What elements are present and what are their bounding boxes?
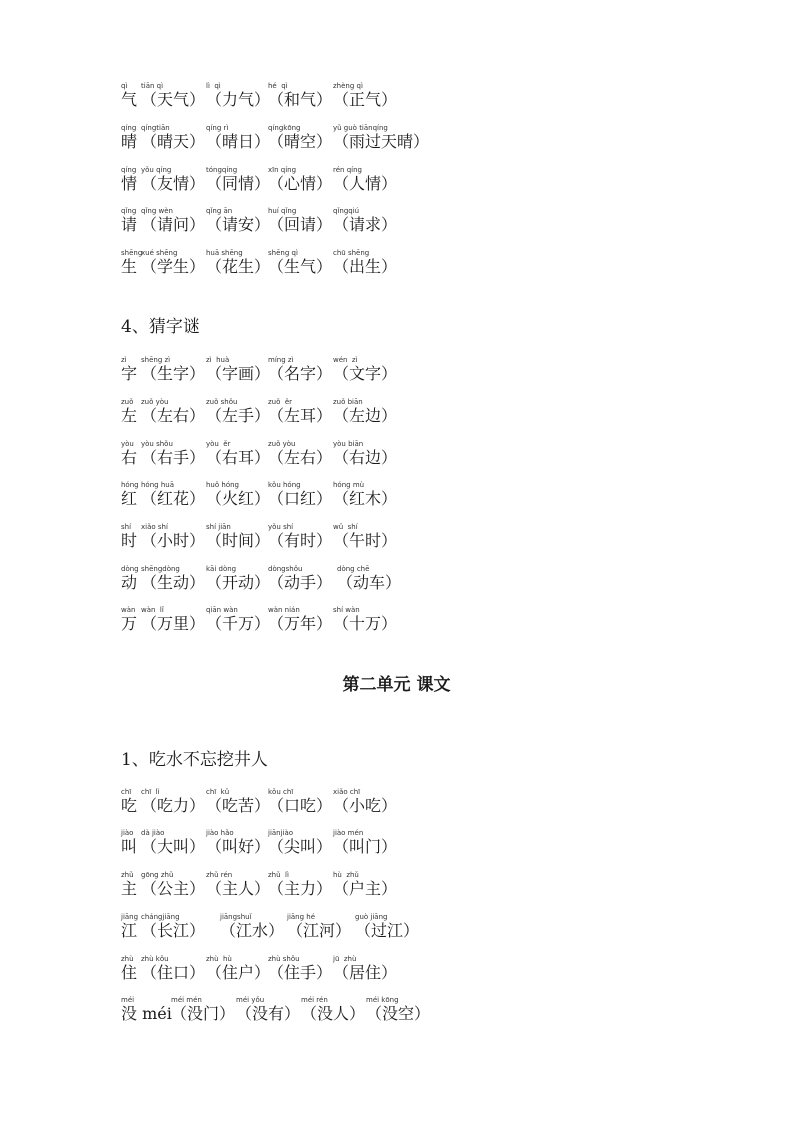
pinyin-label: jū zhù — [333, 955, 357, 963]
hanzi-text: （文字） — [333, 364, 398, 383]
hanzi-text: （口吃） — [268, 796, 333, 815]
pinyin-label: zhǔ — [121, 871, 134, 879]
pinyin-label: zì huà — [206, 356, 230, 364]
hanzi-text: （右耳） — [206, 448, 271, 467]
hanzi-text: （没人） — [301, 1004, 366, 1023]
pinyin-label: qǐngqiú — [333, 207, 360, 215]
pinyin-label: hé qì — [268, 82, 288, 90]
hanzi-text: （友情） — [141, 174, 206, 193]
hanzi-text: （请求） — [333, 215, 398, 234]
pinyin-label: tiān qì — [141, 82, 164, 90]
pinyin-label: zhù hù — [206, 955, 232, 963]
pinyin-label: qíng — [121, 166, 137, 174]
hanzi-text: （晴空） — [268, 132, 333, 151]
pinyin-label: wàn lǐ — [141, 606, 164, 614]
pinyin-label: huí qǐng — [268, 207, 297, 215]
pinyin-label: dòng chē — [337, 565, 370, 573]
pinyin-label: jiāng hé — [287, 913, 316, 921]
section-heading-lesson: 1、吃水不忘挖井人 — [121, 750, 268, 770]
hanzi-text: （花生） — [206, 257, 271, 276]
hanzi-text: （叫门） — [333, 837, 398, 856]
hanzi-text: （红木） — [333, 489, 398, 508]
hanzi-text: （小吃） — [333, 796, 398, 815]
pinyin-label: chū shēng — [333, 249, 370, 257]
hanzi-text: （字画） — [206, 364, 271, 383]
hanzi-text: （住口） — [141, 963, 206, 982]
pinyin-label: yǔ guò tiānqíng — [333, 124, 388, 132]
pinyin-label: méi kōng — [366, 996, 399, 1004]
hanzi-text: 江 — [121, 921, 138, 940]
pinyin-label: shí jiān — [206, 523, 231, 531]
pinyin-label: jiāngshuǐ — [220, 913, 252, 921]
hanzi-text: （生气） — [268, 257, 333, 276]
hanzi-text: （晴天） — [141, 132, 206, 151]
pinyin-label: jiào mén — [333, 829, 364, 837]
pinyin-label: xué shēng — [141, 249, 178, 257]
pinyin-label: qíng rì — [206, 124, 229, 132]
hanzi-text: （江河） — [287, 921, 352, 940]
pinyin-label: zhèng qì — [333, 82, 363, 90]
hanzi-text: （时间） — [206, 531, 271, 550]
hanzi-text: 没 méi — [121, 1004, 172, 1023]
hanzi-text: （开动） — [206, 573, 271, 592]
hanzi-text: 吃 — [121, 796, 138, 815]
hanzi-text: （左右） — [141, 406, 206, 425]
pinyin-label: kāi dòng — [206, 565, 237, 573]
pinyin-label: yòu biān — [333, 440, 364, 448]
hanzi-text: （人情） — [333, 174, 398, 193]
pinyin-label: dòng — [121, 565, 139, 573]
pinyin-label: hóng mù — [333, 481, 365, 489]
pinyin-label: míng zì — [268, 356, 294, 364]
pinyin-label: zhǔ rén — [206, 871, 233, 879]
pinyin-label: chángjiāng — [141, 913, 180, 921]
pinyin-label: qíng — [121, 124, 137, 132]
pinyin-label: shēng zì — [141, 356, 171, 364]
pinyin-label: shēng — [121, 249, 143, 257]
pinyin-label: shí wàn — [333, 606, 360, 614]
pinyin-label: méi rén — [301, 996, 328, 1004]
hanzi-text: （有时） — [268, 531, 333, 550]
pinyin-label: chī kǔ — [206, 788, 230, 796]
pinyin-label: qǐng wèn — [141, 207, 173, 215]
pinyin-label: yǒu qíng — [141, 166, 172, 174]
pinyin-label: huǒ hóng — [206, 481, 239, 489]
hanzi-text: （正气） — [333, 90, 398, 109]
hanzi-text: （万里） — [141, 614, 206, 633]
hanzi-text: 右 — [121, 448, 138, 467]
hanzi-text: （右边） — [333, 448, 398, 467]
pinyin-label: kǒu chī — [268, 788, 294, 796]
hanzi-text: （户主） — [333, 879, 398, 898]
hanzi-text: （请问） — [141, 215, 206, 234]
hanzi-text: 主 — [121, 879, 138, 898]
hanzi-text: （过江） — [355, 921, 420, 940]
hanzi-text: （左右） — [268, 448, 333, 467]
hanzi-text: （住户） — [206, 963, 271, 982]
pinyin-label: zuǒ — [121, 398, 134, 406]
hanzi-text: （动手） — [268, 573, 333, 592]
pinyin-label: jiào hǎo — [206, 829, 234, 837]
hanzi-text: （口红） — [268, 489, 333, 508]
pinyin-label: guò jiāng — [355, 913, 388, 921]
pinyin-label: hóng huā — [141, 481, 174, 489]
hanzi-text: （请安） — [206, 215, 271, 234]
hanzi-text: （回请） — [268, 215, 333, 234]
hanzi-text: （尖叫） — [268, 837, 333, 856]
pinyin-label: qíngkōng — [268, 124, 301, 132]
hanzi-text: （千万） — [206, 614, 271, 633]
pinyin-label: zhù — [121, 955, 134, 963]
hanzi-text: （生字） — [141, 364, 206, 383]
hanzi-text: 住 — [121, 963, 138, 982]
hanzi-text: 晴 — [121, 132, 138, 151]
hanzi-text: （左边） — [333, 406, 398, 425]
pinyin-label: xiǎo chī — [333, 788, 361, 796]
hanzi-text: （没门） — [171, 1004, 236, 1023]
hanzi-text: （长江） — [141, 921, 206, 940]
hanzi-text: （吃力） — [141, 796, 206, 815]
hanzi-text: （主力） — [268, 879, 333, 898]
pinyin-label: qǐng — [121, 207, 137, 215]
hanzi-text: （万年） — [268, 614, 333, 633]
pinyin-label: jiānjiào — [268, 829, 294, 837]
hanzi-text: （和气） — [268, 90, 333, 109]
hanzi-text: （主人） — [206, 879, 271, 898]
hanzi-text: 情 — [121, 174, 138, 193]
hanzi-text: （江水） — [220, 921, 285, 940]
hanzi-text: （名字） — [268, 364, 333, 383]
hanzi-text: 万 — [121, 614, 138, 633]
hanzi-text: 生 — [121, 257, 138, 276]
hanzi-text: （公主） — [141, 879, 206, 898]
unit-title: 第二单元 课文 — [342, 675, 451, 695]
pinyin-label: yòu shǒu — [141, 440, 173, 448]
hanzi-text: （同情） — [206, 174, 271, 193]
hanzi-text: 红 — [121, 489, 138, 508]
pinyin-label: méi yǒu — [236, 996, 265, 1004]
hanzi-text: （叫好） — [206, 837, 271, 856]
pinyin-label: qíngtiān — [141, 124, 170, 132]
pinyin-label: jiào — [121, 829, 134, 837]
hanzi-text: （雨过天晴） — [333, 132, 430, 151]
pinyin-label: zhǔ lì — [268, 871, 289, 879]
hanzi-text: （学生） — [141, 257, 206, 276]
pinyin-label: hóng — [121, 481, 139, 489]
hanzi-text: （心情） — [268, 174, 333, 193]
hanzi-text: （没空） — [366, 1004, 431, 1023]
pinyin-label: tóngqíng — [206, 166, 238, 174]
hanzi-text: 叫 — [121, 837, 138, 856]
pinyin-label: xīn qíng — [268, 166, 297, 174]
pinyin-label: zì — [121, 356, 127, 364]
pinyin-label: shēng qì — [268, 249, 298, 257]
pinyin-label: yòu ěr — [206, 440, 231, 448]
pinyin-label: zhù kǒu — [141, 955, 169, 963]
hanzi-text: 时 — [121, 531, 138, 550]
hanzi-text: （左手） — [206, 406, 271, 425]
pinyin-label: zuǒ ěr — [268, 398, 293, 406]
pinyin-label: kǒu hóng — [268, 481, 301, 489]
pinyin-label: qiān wàn — [206, 606, 238, 614]
pinyin-label: zuǒ yòu — [268, 440, 296, 448]
hanzi-text: （力气） — [206, 90, 271, 109]
hanzi-text: 气 — [121, 90, 138, 109]
pinyin-label: shí — [121, 523, 132, 531]
pinyin-label: méi mén — [171, 996, 202, 1004]
pinyin-label: shēngdòng — [141, 565, 180, 573]
hanzi-text: （生动） — [141, 573, 206, 592]
pinyin-label: zuǒ biān — [333, 398, 363, 406]
pinyin-label: yòu — [121, 440, 134, 448]
pinyin-label: chī lì — [141, 788, 160, 796]
hanzi-text: （住手） — [268, 963, 333, 982]
pinyin-label: zuǒ yòu — [141, 398, 169, 406]
pinyin-label: jiāng — [121, 913, 139, 921]
hanzi-text: （出生） — [333, 257, 398, 276]
hanzi-text: （左耳） — [268, 406, 333, 425]
hanzi-text: 左 — [121, 406, 138, 425]
pinyin-label: zuǒ shǒu — [206, 398, 238, 406]
hanzi-text: （小时） — [141, 531, 206, 550]
pinyin-label: zhù shǒu — [268, 955, 300, 963]
hanzi-text: 请 — [121, 215, 138, 234]
hanzi-text: （十万） — [333, 614, 398, 633]
pinyin-label: wǔ shí — [333, 523, 358, 531]
pinyin-label: wàn nián — [268, 606, 300, 614]
section-heading-riddle: 4、猜字谜 — [121, 317, 200, 337]
hanzi-text: （吃苦） — [206, 796, 271, 815]
hanzi-text: （午时） — [333, 531, 398, 550]
pinyin-label: dà jiào — [141, 829, 165, 837]
pinyin-label: hù zhǔ — [333, 871, 359, 879]
pinyin-label: rén qíng — [333, 166, 362, 174]
hanzi-text: （火红） — [206, 489, 271, 508]
hanzi-text: （居住） — [333, 963, 398, 982]
pinyin-label: qì — [121, 82, 128, 90]
pinyin-label: dòngshǒu — [268, 565, 303, 573]
hanzi-text: （红花） — [141, 489, 206, 508]
hanzi-text: （动车） — [337, 573, 402, 592]
pinyin-label: yǒu shí — [268, 523, 294, 531]
pinyin-label: lì qì — [206, 82, 221, 90]
hanzi-text: （晴日） — [206, 132, 271, 151]
pinyin-label: méi — [121, 996, 135, 1004]
pinyin-label: qǐng ān — [206, 207, 233, 215]
pinyin-label: huā shēng — [206, 249, 243, 257]
hanzi-text: 字 — [121, 364, 138, 383]
hanzi-text: （大叫） — [141, 837, 206, 856]
pinyin-label: gōng zhǔ — [141, 871, 174, 879]
hanzi-text: （右手） — [141, 448, 206, 467]
pinyin-label: wàn — [121, 606, 136, 614]
hanzi-text: 动 — [121, 573, 138, 592]
hanzi-text: （没有） — [236, 1004, 301, 1023]
hanzi-text: （天气） — [141, 90, 206, 109]
pinyin-label: chī — [121, 788, 132, 796]
pinyin-label: wén zì — [333, 356, 358, 364]
pinyin-label: xiǎo shí — [141, 523, 168, 531]
